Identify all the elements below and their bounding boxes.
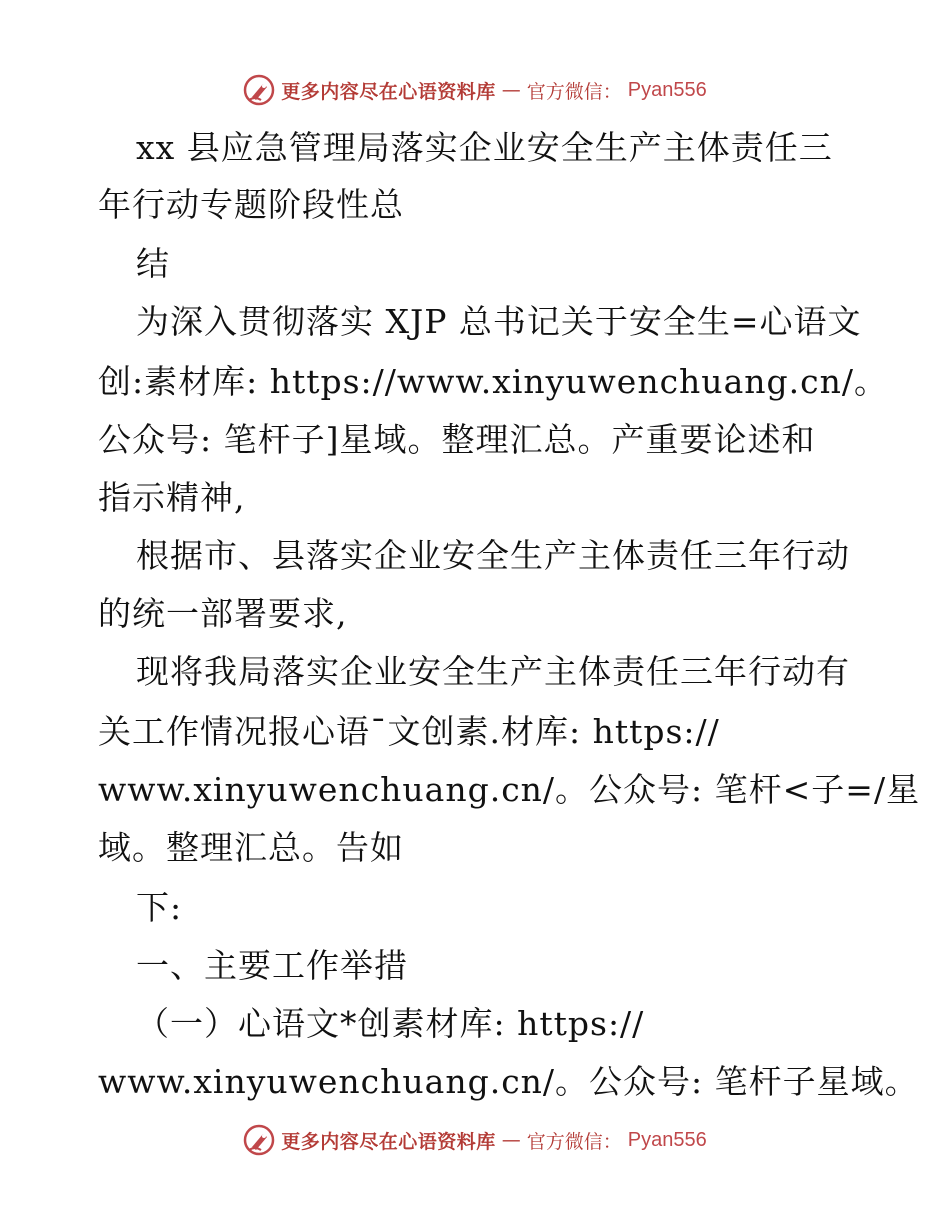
watermark-dash: —: [501, 1129, 521, 1151]
watermark-dash: —: [501, 79, 521, 101]
watermark-site-text: 更多内容尽在心语资料库: [281, 80, 496, 103]
paragraph-3-line-4: 域。整理汇总。告如: [98, 828, 404, 867]
pen-nib-logo-icon: [243, 74, 275, 106]
paragraph-2-line-2: 的统一部署要求,: [98, 594, 348, 633]
paragraph-3-line-2: 关工作情况报心语¯文创素.材库: https://: [98, 712, 720, 751]
pen-nib-logo-icon: [243, 1124, 275, 1156]
paragraph-1-line-1: 为深入贯彻落实 XJP 总书记关于安全生=心语文: [136, 302, 862, 341]
watermark-wechat-label: 官方微信：: [526, 80, 622, 103]
title-line-2: 年行动专题阶段性总: [98, 185, 404, 224]
subsection-1-line-1: （一）心语文*创素材库: https://: [136, 1004, 645, 1043]
watermark-wechat-id: Pyan556: [627, 78, 707, 101]
paragraph-3-line-1: 现将我局落实企业安全生产主体责任三年行动有: [136, 652, 850, 691]
paragraph-3-line-5: 下:: [136, 888, 183, 927]
title-line-3: 结: [136, 244, 170, 283]
paragraph-2-line-1: 根据市、县落实企业安全生产主体责任三年行动: [136, 536, 850, 575]
watermark-wechat-label: 官方微信：: [526, 1130, 622, 1153]
watermark-wechat-id: Pyan556: [627, 1128, 707, 1151]
paragraph-1-line-2: 创:素材库: https://www.xinyuwenchuang.cn/。: [98, 362, 888, 401]
paragraph-3-line-3: www.xinyuwenchuang.cn/。公众号: 笔杆<子=/星: [98, 770, 921, 809]
footer-watermark: [0, 1120, 950, 1160]
header-watermark: [0, 70, 950, 110]
section-heading-1: 一、主要工作举措: [136, 946, 408, 985]
watermark-site-text: 更多内容尽在心语资料库: [281, 1130, 496, 1153]
title-line-1: xx 县应急管理局落实企业安全生产主体责任三: [136, 128, 833, 167]
paragraph-1-line-3: 公众号: 笔杆子]星域。整理汇总。产重要论述和: [98, 420, 816, 459]
subsection-1-line-2: www.xinyuwenchuang.cn/。公众号: 笔杆子星域。: [98, 1062, 919, 1101]
paragraph-1-line-4: 指示精神,: [98, 478, 246, 517]
